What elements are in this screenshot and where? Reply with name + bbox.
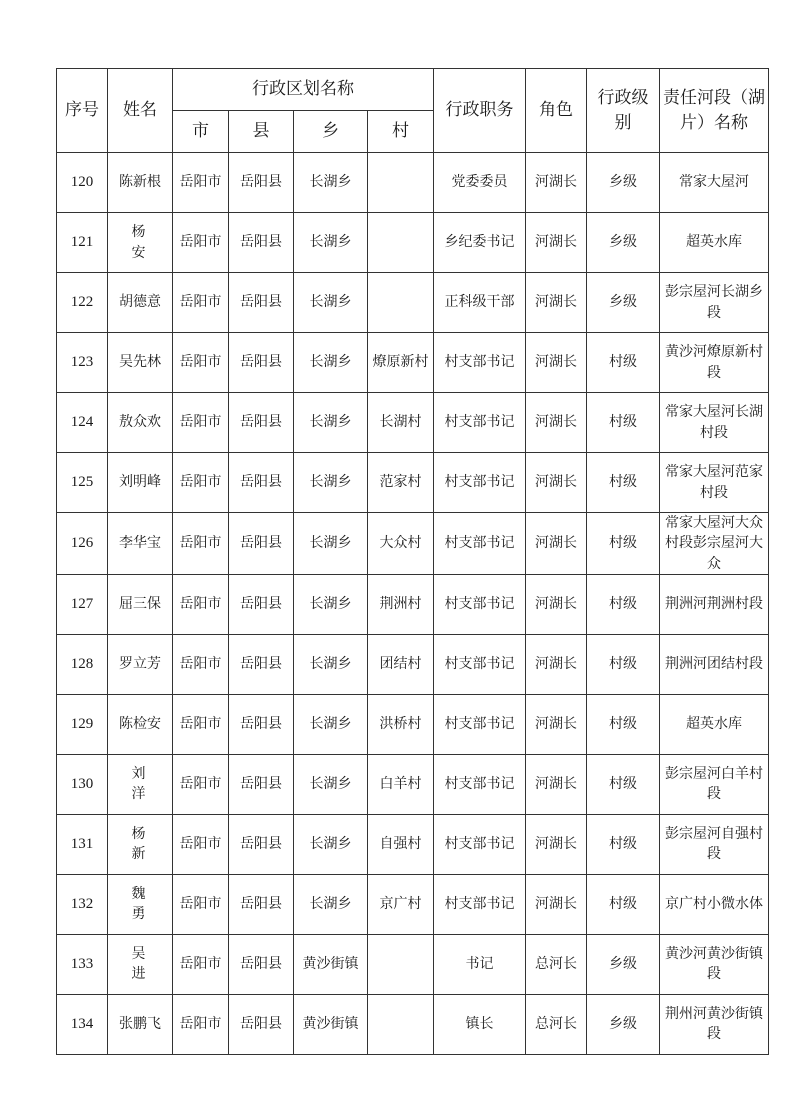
cell-township: 长湖乡 bbox=[294, 213, 368, 273]
cell-county: 岳阳县 bbox=[229, 994, 294, 1054]
header-position: 行政职务 bbox=[434, 69, 526, 153]
cell-township: 黄沙街镇 bbox=[294, 934, 368, 994]
table-row bbox=[57, 994, 769, 1054]
cell-section: 京广村小微水体 bbox=[660, 874, 769, 934]
cell-level: 乡级 bbox=[587, 213, 660, 273]
cell-name: 吴进 bbox=[108, 934, 173, 994]
cell-name: 李华宝 bbox=[108, 513, 173, 575]
cell-position: 村支部书记 bbox=[434, 874, 526, 934]
cell-township: 长湖乡 bbox=[294, 754, 368, 814]
cell-county: 岳阳县 bbox=[229, 333, 294, 393]
cell-seq: 134 bbox=[57, 994, 108, 1054]
cell-section: 常家大屋河范家村段 bbox=[660, 453, 769, 513]
cell-county: 岳阳县 bbox=[229, 273, 294, 333]
cell-county: 岳阳县 bbox=[229, 574, 294, 634]
cell-level: 村级 bbox=[587, 634, 660, 694]
table-row bbox=[57, 634, 769, 694]
cell-name: 杨新 bbox=[108, 814, 173, 874]
cell-seq: 127 bbox=[57, 574, 108, 634]
cell-village bbox=[368, 994, 434, 1054]
cell-village bbox=[368, 153, 434, 213]
cell-level: 村级 bbox=[587, 574, 660, 634]
cell-seq: 120 bbox=[57, 153, 108, 213]
cell-county: 岳阳县 bbox=[229, 153, 294, 213]
cell-township: 长湖乡 bbox=[294, 393, 368, 453]
cell-section: 常家大屋河长湖村段 bbox=[660, 393, 769, 453]
cell-seq: 132 bbox=[57, 874, 108, 934]
cell-position: 村支部书记 bbox=[434, 574, 526, 634]
cell-position: 乡纪委书记 bbox=[434, 213, 526, 273]
cell-position: 村支部书记 bbox=[434, 694, 526, 754]
header-seq: 序号 bbox=[57, 69, 108, 153]
cell-township: 长湖乡 bbox=[294, 874, 368, 934]
cell-city: 岳阳市 bbox=[173, 453, 229, 513]
cell-seq: 121 bbox=[57, 213, 108, 273]
cell-position: 党委委员 bbox=[434, 153, 526, 213]
cell-level: 乡级 bbox=[587, 273, 660, 333]
table-row bbox=[57, 513, 769, 575]
cell-level: 村级 bbox=[587, 513, 660, 575]
cell-level: 村级 bbox=[587, 333, 660, 393]
cell-county: 岳阳县 bbox=[229, 874, 294, 934]
cell-name: 胡德意 bbox=[108, 273, 173, 333]
header-village: 村 bbox=[368, 111, 434, 153]
table-row bbox=[57, 874, 769, 934]
cell-level: 村级 bbox=[587, 694, 660, 754]
cell-village: 荆洲村 bbox=[368, 574, 434, 634]
cell-seq: 124 bbox=[57, 393, 108, 453]
cell-city: 岳阳市 bbox=[173, 634, 229, 694]
cell-position: 正科级干部 bbox=[434, 273, 526, 333]
cell-role: 河湖长 bbox=[526, 814, 587, 874]
cell-seq: 123 bbox=[57, 333, 108, 393]
cell-section: 超英水库 bbox=[660, 694, 769, 754]
cell-village bbox=[368, 934, 434, 994]
cell-county: 岳阳县 bbox=[229, 634, 294, 694]
cell-county: 岳阳县 bbox=[229, 513, 294, 575]
header-township: 乡 bbox=[294, 111, 368, 153]
cell-city: 岳阳市 bbox=[173, 333, 229, 393]
cell-township: 长湖乡 bbox=[294, 513, 368, 575]
cell-village: 自强村 bbox=[368, 814, 434, 874]
cell-city: 岳阳市 bbox=[173, 393, 229, 453]
cell-role: 河湖长 bbox=[526, 874, 587, 934]
cell-county: 岳阳县 bbox=[229, 814, 294, 874]
cell-role: 河湖长 bbox=[526, 453, 587, 513]
cell-seq: 129 bbox=[57, 694, 108, 754]
cell-name: 罗立芳 bbox=[108, 634, 173, 694]
table-row bbox=[57, 333, 769, 393]
cell-level: 乡级 bbox=[587, 934, 660, 994]
cell-name: 刘洋 bbox=[108, 754, 173, 814]
table-row bbox=[57, 814, 769, 874]
cell-position: 村支部书记 bbox=[434, 453, 526, 513]
cell-section: 荆洲河荆洲村段 bbox=[660, 574, 769, 634]
cell-county: 岳阳县 bbox=[229, 393, 294, 453]
header-city: 市 bbox=[173, 111, 229, 153]
header-county: 县 bbox=[229, 111, 294, 153]
cell-village: 长湖村 bbox=[368, 393, 434, 453]
cell-section: 常家大屋河 bbox=[660, 153, 769, 213]
cell-role: 总河长 bbox=[526, 994, 587, 1054]
cell-role: 河湖长 bbox=[526, 153, 587, 213]
table-body bbox=[57, 153, 769, 1055]
cell-seq: 133 bbox=[57, 934, 108, 994]
cell-seq: 126 bbox=[57, 513, 108, 575]
cell-section: 超英水库 bbox=[660, 213, 769, 273]
cell-level: 乡级 bbox=[587, 153, 660, 213]
cell-position: 村支部书记 bbox=[434, 754, 526, 814]
table-row bbox=[57, 754, 769, 814]
cell-section: 彭宗屋河白羊村段 bbox=[660, 754, 769, 814]
header-name: 姓名 bbox=[108, 69, 173, 153]
cell-county: 岳阳县 bbox=[229, 453, 294, 513]
cell-section: 常家大屋河大众村段彭宗屋河大众 bbox=[660, 513, 769, 575]
cell-name: 吴先林 bbox=[108, 333, 173, 393]
cell-level: 村级 bbox=[587, 754, 660, 814]
header-section: 责任河段（湖片）名称 bbox=[660, 69, 769, 153]
cell-level: 村级 bbox=[587, 393, 660, 453]
cell-name: 敖众欢 bbox=[108, 393, 173, 453]
cell-city: 岳阳市 bbox=[173, 934, 229, 994]
table-row bbox=[57, 574, 769, 634]
cell-township: 长湖乡 bbox=[294, 453, 368, 513]
cell-section: 荆州河黄沙街镇段 bbox=[660, 994, 769, 1054]
cell-role: 总河长 bbox=[526, 934, 587, 994]
table-row bbox=[57, 694, 769, 754]
cell-position: 村支部书记 bbox=[434, 333, 526, 393]
cell-seq: 122 bbox=[57, 273, 108, 333]
cell-township: 长湖乡 bbox=[294, 153, 368, 213]
cell-township: 黄沙街镇 bbox=[294, 994, 368, 1054]
table-row bbox=[57, 153, 769, 213]
table-row bbox=[57, 453, 769, 513]
table-row bbox=[57, 273, 769, 333]
cell-village bbox=[368, 273, 434, 333]
cell-village: 范家村 bbox=[368, 453, 434, 513]
cell-section: 荆洲河团结村段 bbox=[660, 634, 769, 694]
cell-city: 岳阳市 bbox=[173, 694, 229, 754]
header-region: 行政区划名称 bbox=[173, 69, 434, 111]
cell-position: 村支部书记 bbox=[434, 814, 526, 874]
cell-position: 书记 bbox=[434, 934, 526, 994]
table-row bbox=[57, 213, 769, 273]
cell-city: 岳阳市 bbox=[173, 513, 229, 575]
cell-county: 岳阳县 bbox=[229, 934, 294, 994]
cell-role: 河湖长 bbox=[526, 273, 587, 333]
cell-level: 村级 bbox=[587, 814, 660, 874]
cell-city: 岳阳市 bbox=[173, 273, 229, 333]
cell-section: 彭宗屋河自强村段 bbox=[660, 814, 769, 874]
cell-role: 河湖长 bbox=[526, 574, 587, 634]
cell-name: 张鹏飞 bbox=[108, 994, 173, 1054]
cell-city: 岳阳市 bbox=[173, 874, 229, 934]
cell-name: 屈三保 bbox=[108, 574, 173, 634]
cell-section: 彭宗屋河长湖乡段 bbox=[660, 273, 769, 333]
cell-role: 河湖长 bbox=[526, 513, 587, 575]
cell-township: 长湖乡 bbox=[294, 273, 368, 333]
cell-name: 陈检安 bbox=[108, 694, 173, 754]
cell-level: 村级 bbox=[587, 874, 660, 934]
cell-seq: 131 bbox=[57, 814, 108, 874]
cell-township: 长湖乡 bbox=[294, 333, 368, 393]
cell-role: 河湖长 bbox=[526, 393, 587, 453]
cell-city: 岳阳市 bbox=[173, 994, 229, 1054]
cell-seq: 130 bbox=[57, 754, 108, 814]
cell-city: 岳阳市 bbox=[173, 754, 229, 814]
header-level: 行政级别 bbox=[587, 69, 660, 153]
cell-township: 长湖乡 bbox=[294, 814, 368, 874]
cell-township: 长湖乡 bbox=[294, 574, 368, 634]
cell-village: 大众村 bbox=[368, 513, 434, 575]
cell-name: 魏勇 bbox=[108, 874, 173, 934]
cell-county: 岳阳县 bbox=[229, 213, 294, 273]
header-role: 角色 bbox=[526, 69, 587, 153]
cell-name: 刘明峰 bbox=[108, 453, 173, 513]
cell-county: 岳阳县 bbox=[229, 754, 294, 814]
cell-village: 洪桥村 bbox=[368, 694, 434, 754]
cell-city: 岳阳市 bbox=[173, 574, 229, 634]
cell-position: 村支部书记 bbox=[434, 634, 526, 694]
cell-position: 村支部书记 bbox=[434, 513, 526, 575]
river-chief-table bbox=[56, 68, 769, 1055]
cell-city: 岳阳市 bbox=[173, 213, 229, 273]
cell-city: 岳阳市 bbox=[173, 814, 229, 874]
cell-role: 河湖长 bbox=[526, 694, 587, 754]
cell-township: 长湖乡 bbox=[294, 634, 368, 694]
cell-section: 黄沙河燎原新村段 bbox=[660, 333, 769, 393]
cell-county: 岳阳县 bbox=[229, 694, 294, 754]
cell-township: 长湖乡 bbox=[294, 694, 368, 754]
cell-village: 燎原新村 bbox=[368, 333, 434, 393]
table-row bbox=[57, 393, 769, 453]
cell-role: 河湖长 bbox=[526, 333, 587, 393]
cell-level: 村级 bbox=[587, 453, 660, 513]
cell-name: 陈新根 bbox=[108, 153, 173, 213]
cell-role: 河湖长 bbox=[526, 634, 587, 694]
river-chief-table-page bbox=[56, 68, 768, 1055]
cell-village: 京广村 bbox=[368, 874, 434, 934]
cell-seq: 125 bbox=[57, 453, 108, 513]
cell-village: 白羊村 bbox=[368, 754, 434, 814]
cell-role: 河湖长 bbox=[526, 754, 587, 814]
cell-section: 黄沙河黄沙街镇段 bbox=[660, 934, 769, 994]
cell-position: 镇长 bbox=[434, 994, 526, 1054]
cell-city: 岳阳市 bbox=[173, 153, 229, 213]
cell-level: 乡级 bbox=[587, 994, 660, 1054]
cell-village bbox=[368, 213, 434, 273]
table-row bbox=[57, 934, 769, 994]
cell-role: 河湖长 bbox=[526, 213, 587, 273]
cell-village: 团结村 bbox=[368, 634, 434, 694]
cell-seq: 128 bbox=[57, 634, 108, 694]
cell-name: 杨安 bbox=[108, 213, 173, 273]
cell-position: 村支部书记 bbox=[434, 393, 526, 453]
